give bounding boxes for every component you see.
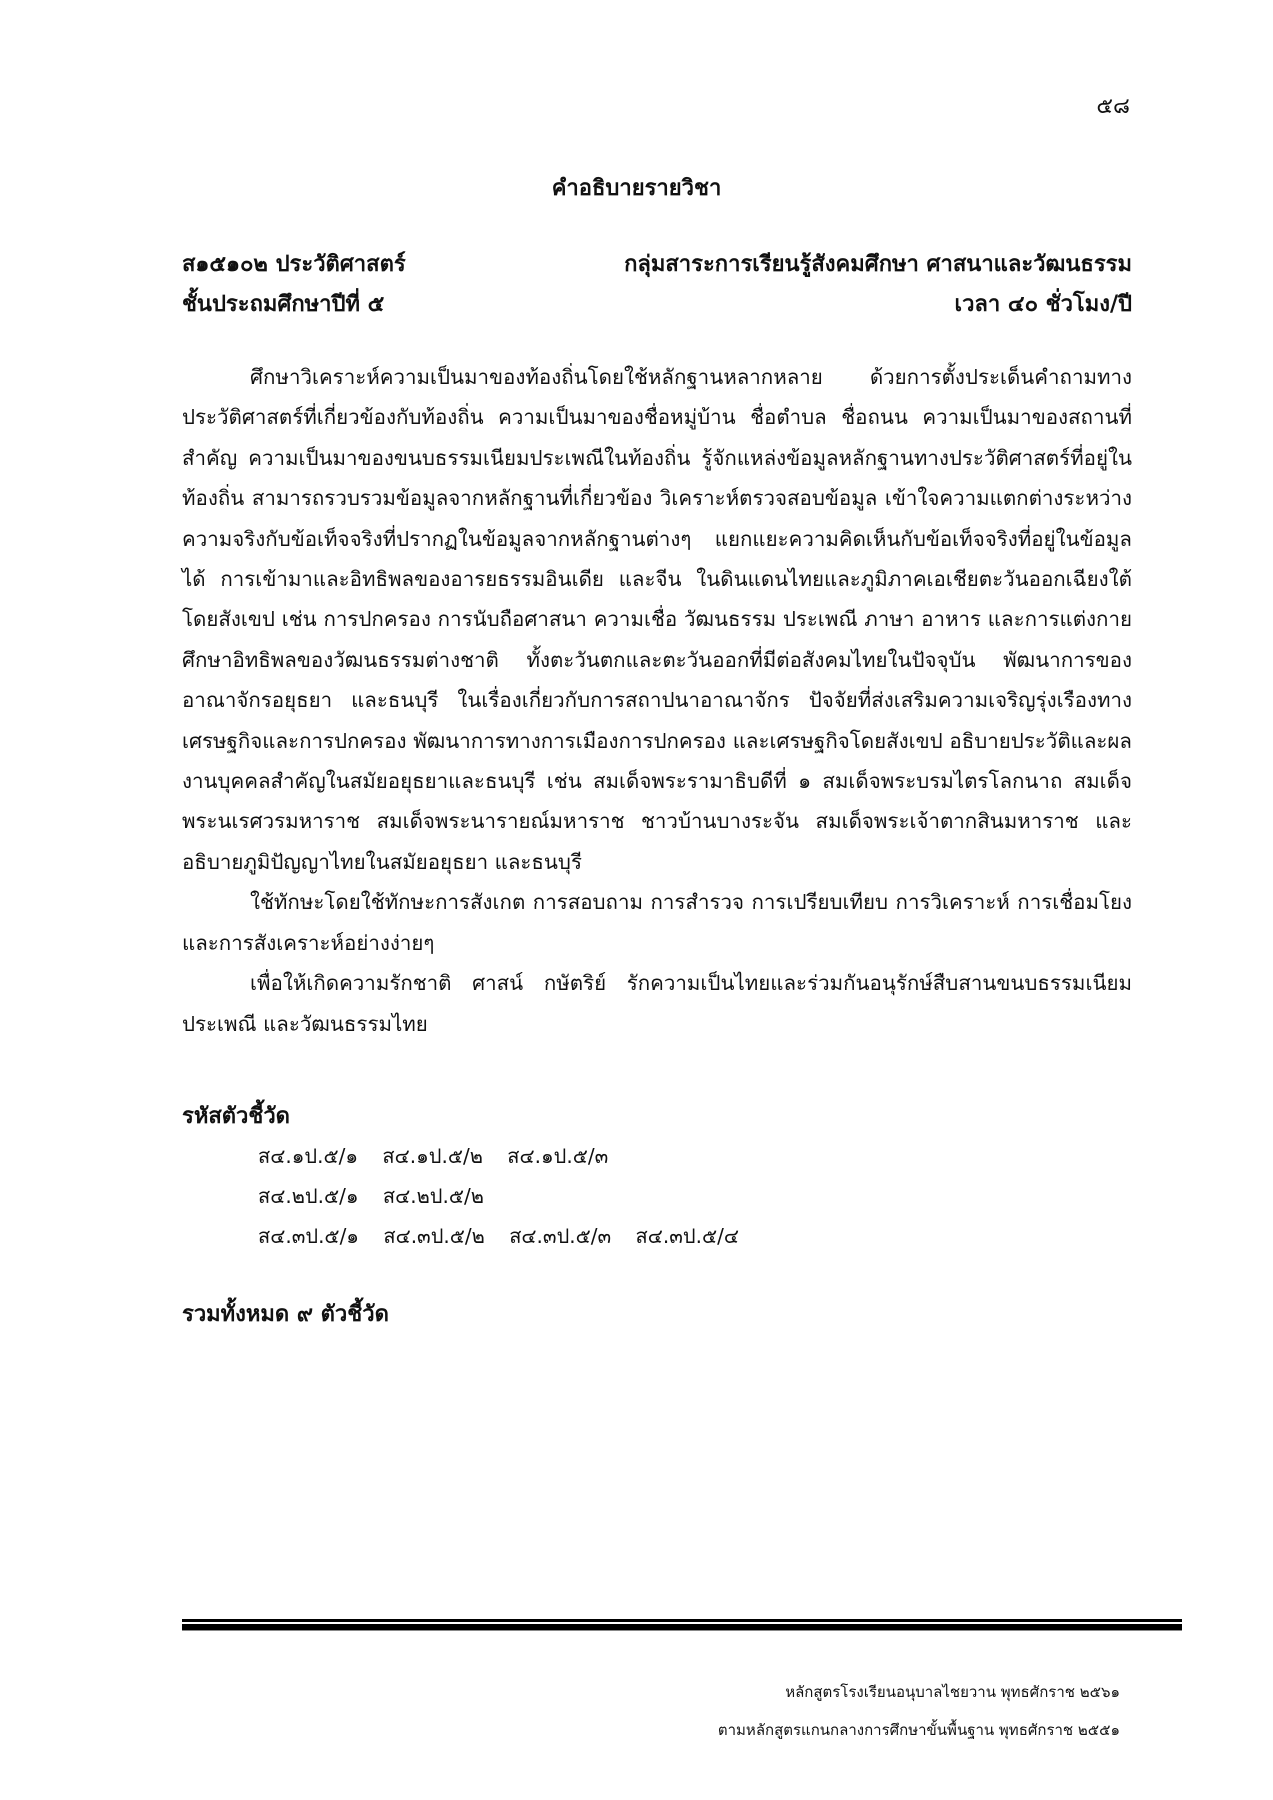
description-paragraph: เพื่อให้เกิดความรักชาติ ศาสน์ กษัตริย์ รักความเป็นไทยและร่วมกันอนุรักษ์สืบสานขนบธรรมเนียมประเพณี และวัฒนธรรมไทย	[182, 971, 1132, 1036]
indicator-line	[258, 1136, 757, 1176]
description-paragraph: ใช้ทักษะโดยใช้ทักษะการสังเกต การสอบถาม การสำรวจ การเปรียบเทียบ การวิเคราะห์ การเชื่อมโยง และการสังเคราะห์อย่างง่ายๆ	[182, 890, 1132, 955]
subject-group: กลุ่มสาระการเรียนรู้สังคมศึกษา ศาสนาและวัฒนธรรม	[624, 252, 1132, 277]
indicator-code: ส๔.๑ป.๕/๓	[507, 1144, 609, 1168]
indicator-codes	[258, 1136, 757, 1256]
indicators-total: รวมทั้งหมด ๙ ตัวชี้วัด	[182, 1302, 389, 1327]
indicator-code: ส๔.๓ป.๕/๔	[635, 1224, 739, 1248]
description-paragraph: ศึกษาวิเคราะห์ความเป็นมาของท้องถิ่นโดยใช้หลักฐานหลากหลาย ด้วยการตั้งประเด็นคำถามทางประวัติศาสตร์ที่เกี่ยวข้องกับท้องถิ่น ความเป็นมาของชื่อหมู่บ้าน ชื่อตำบล ชื่อถนน ความเป็นมาของสถานที่สำคัญ ความเป็นมาของขนบธรรมเนียมประเพณีในท้องถิ่น รู้จักแหล่งข้อมูลหลักฐานทางประวัติศาสตร์ที่อยู่ในท้องถิ่น สามารถรวบรวมข้อมูลจากหลักฐานที่เกี่ยวข้อง วิเคราะห์ตรวจสอบข้อมูล เข้าใจความแตกต่างระหว่างความจริงกับข้อเท็จจริงที่ปรากฏในข้อมูลจากหลักฐานต่างๆ แยกแยะความคิดเห็นกับข้อเท็จจริงที่อยู่ในข้อมูลได้ การเข้ามาและอิทธิพลของอารยธรรมอินเดีย และจีน ในดินแดนไทยและภูมิภาคเอเชียตะวันออกเฉียงใต้โดยสังเขป เช่น การปกครอง การนับถือศาสนา ความเชื่อ วัฒนธรรม ประเพณี ภาษา อาหาร และการแต่งกาย ศึกษาอิทธิพลของวัฒนธรรมต่างชาติ ทั้งตะวันตกและตะวันออกที่มีต่อสังคมไทยในปัจจุบัน พัฒนาการของอาณาจักรอยุธยา และธนบุรี ในเรื่องเกี่ยวกับการสถาปนาอาณาจักร ปัจจัยที่ส่งเสริมความเจริญรุ่งเรืองทางเศรษฐกิจและการปกครอง พัฒนาการทางการเมืองการปกครอง และเศรษฐกิจโดยสังเขป อธิบายประวัติและผลงานบุคคลสำคัญในสมัยอยุธยาและธนบุรี เช่น สมเด็จพระรามาธิบดีที่ ๑ สมเด็จพระบรมไตรโลกนาถ สมเด็จพระนเรศวรมหาราช สมเด็จพระนารายณ์มหาราช ชาวบ้านบางระจัน สมเด็จพระเจ้าตากสินมหาราช และอธิบายภูมิปัญญาไทยในสมัยอยุธยา และธนบุรี	[182, 365, 1132, 874]
indicator-code: ส๔.๓ป.๕/๑	[258, 1224, 359, 1248]
indicators-heading: รหัสตัวชี้วัด	[182, 1104, 290, 1129]
footer-rule-thick	[182, 1624, 1182, 1631]
course-description	[182, 357, 1132, 1044]
course-duration: เวลา ๔๐ ชั่วโมง/ปี	[954, 292, 1132, 317]
indicator-line	[258, 1176, 757, 1216]
course-header-row	[182, 246, 1132, 281]
indicator-code: ส๔.๓ป.๕/๓	[509, 1224, 612, 1248]
indicator-code: ส๔.๓ป.๕/๒	[383, 1224, 485, 1248]
page-number: ๕๘	[1096, 94, 1130, 119]
indicator-code: ส๔.๑ป.๕/๒	[382, 1144, 483, 1168]
indicator-code: ส๔.๑ป.๕/๑	[258, 1144, 359, 1168]
footer-line-1: หลักสูตรโรงเรียนอนุบาลไชยวาน พุทธศักราช ๒๕๖๑	[785, 1683, 1120, 1701]
indicator-code: ส๔.๒ป.๕/๑	[258, 1184, 359, 1208]
footer-line-2: ตามหลักสูตรแกนกลางการศึกษาขั้นพื้นฐาน พุทธศักราช ๒๕๕๑	[717, 1721, 1120, 1739]
course-code-name: ส๑๕๑๐๒ ประวัติศาสตร์	[182, 252, 406, 277]
page-title: คำอธิบายรายวิชา	[551, 176, 722, 201]
indicator-line	[258, 1216, 757, 1256]
grade-duration-row	[182, 286, 1132, 321]
footer-rule-thin	[182, 1619, 1182, 1622]
grade-level: ชั้นประถมศึกษาปีที่ ๕	[182, 292, 385, 317]
indicator-code: ส๔.๒ป.๕/๒	[382, 1184, 484, 1208]
